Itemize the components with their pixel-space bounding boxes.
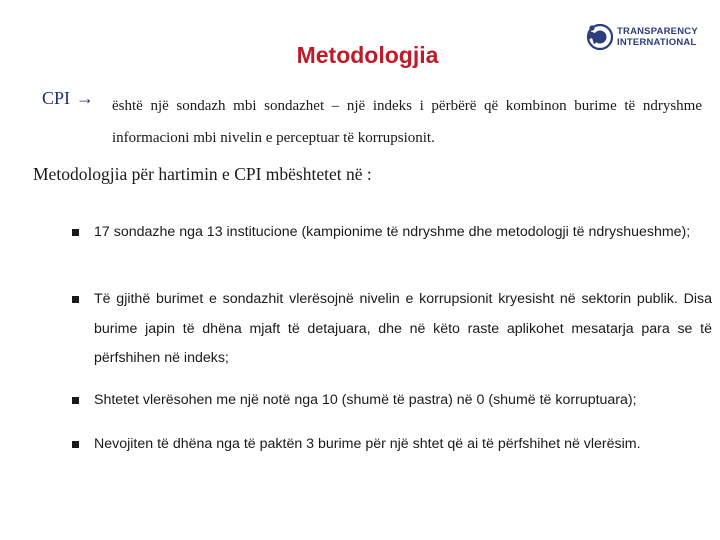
square-bullet-icon [72,397,79,404]
cpi-description: është një sondazh mbi sondazhet – një indeks i përbërë që kombinon burime të ndryshme informacioni mbi nivelin e perceptuar të korrupsionit. [112,98,702,146]
list-item [72,218,712,277]
square-bullet-icon [72,296,79,303]
page-title: Metodologjia [296,42,439,68]
cpi-label [42,88,98,109]
bullet-text: 17 sondazhe nga 13 institucione (kampionime të ndryshme dhe metodologji të ndryshueshme); [94,224,691,240]
bullet-text: Nevojiten të dhëna nga të paktën 3 burime për një shtet që ai të përfshihet në vlerësim. [94,436,641,452]
methodology-bullet-list [72,218,712,460]
square-bullet-icon [72,229,79,236]
list-item [72,285,712,374]
logo-line-2: INTERNATIONAL [617,37,697,48]
list-item [72,386,712,416]
arrow-right-icon: → [76,88,95,108]
transparency-international-logo-icon [585,22,613,52]
bullet-text: Shtetet vlerësohen me një notë nga 10 (shumë të pastra) në 0 (shumë të korruptuara); [94,392,637,408]
square-bullet-icon [72,441,79,448]
logo-line-1: TRANSPARENCY [617,26,698,37]
basis-heading: Metodologjia për hartimin e CPI mbështetet në : [33,164,372,184]
cpi-acronym: CPI [42,88,71,108]
logo-wordmark [617,26,698,48]
transparency-international-logo [585,20,710,54]
list-item [72,430,712,460]
bullet-text: Të gjithë burimet e sondazhit vlerësojnë nivelin e korrupsionit kryesisht në sektorin publik. Disa burime japin të dhëna mjaft të detajuara, dhe në këto raste aplikohet mesatarja para se të përfshihen në indeks; [94,291,712,366]
